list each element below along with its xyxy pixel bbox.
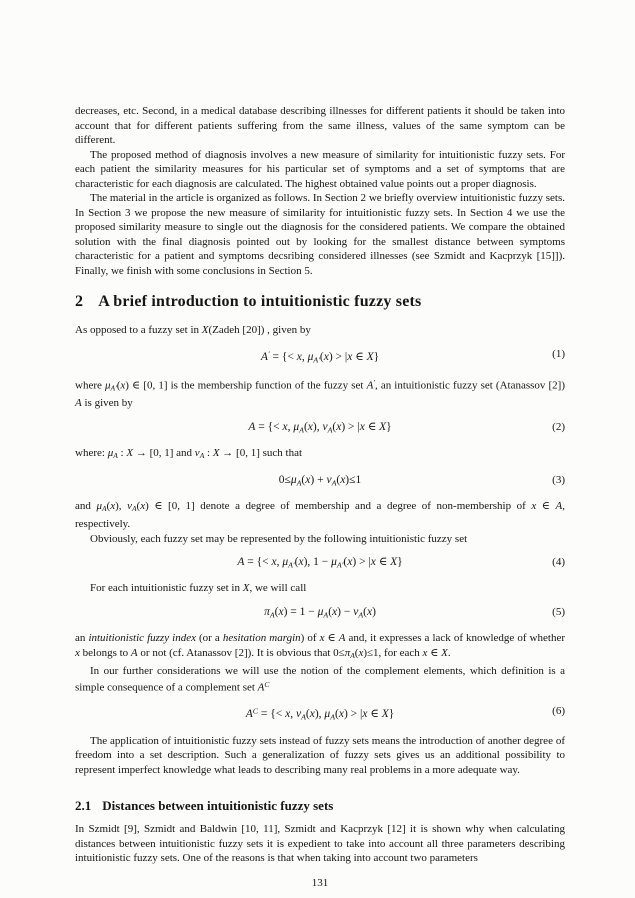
equation-5-number: (5)	[552, 605, 565, 618]
paragraph-proposed-method: The proposed method of diagnosis involves a new measure of similarity for intuitionistic fuzzy sets. For each patient the similarity measures for his particular set of symptoms and a set of symptoms that are characteristic for each diagnosis are calculated. The highest obtained value points out a proper diagnosis.	[75, 148, 565, 190]
page-number: 131	[311, 876, 329, 889]
equation-1-number: (1)	[552, 347, 565, 360]
section-heading-2	[75, 293, 565, 311]
paragraph-complement-intro: In our further considerations we will use the notion of the complement elements, which definition is a simple consequence of a complement set $A^C$	[75, 664, 565, 694]
equation-4-body: A = {< x, $\mu_{A'}(x)$, $1 - \mu_{A'}(x) > |x$ ∈ X}	[237, 556, 403, 570]
subsection-heading-2-1	[75, 798, 565, 814]
paragraph-for-each: For each intuitionistic fuzzy set in X, we will call	[90, 582, 307, 595]
paragraph-degrees: and $\mu_A(x)$, $\nu_A(x)$ ∈ [0, 1] denote a degree of membership and a degree of non-membership of x ∈ A, respectively.	[75, 500, 565, 531]
equation-3-body: $0\le\mu_A(x) + \nu_A(x)\le 1$	[278, 474, 362, 488]
paragraph-membership-function: where $\mu_{A'}(x)$ ∈ [0, 1] is the membership function of the fuzzy set A′, an intuitionistic fuzzy set (Atanassov [2]) A is given by	[75, 378, 565, 410]
paragraph-distances: In Szmidt [9], Szmidt and Baldwin [10, 11], Szmidt and Kacprzyk [12] it is shown why when calculating distances between intuitionistic fuzzy sets it is expedient to take into account all three parameters describing intuitionistic fuzzy sets. One of the reasons is that when taking into account two parameters	[75, 823, 565, 865]
paragraph-hesitation-margin: an intuitionistic fuzzy index (or a hesitation margin) of x ∈ A and, it expresses a lack of knowledge of whether x belongs to A or not (cf. Atanassov [2]). It is obvious that $0\le\pi_A(x)\le 1$, for each x ∈ X.	[75, 632, 565, 661]
equation-3	[75, 473, 565, 490]
equation-4	[75, 555, 565, 572]
equation-6	[75, 704, 565, 725]
equation-5-body: $\pi_A(x) = 1 - \mu_A(x) - \nu_A(x)$	[264, 605, 376, 620]
paragraph-obviously: Obviously, each fuzzy set may be represented by the following intuitionistic fuzzy set	[90, 532, 468, 545]
paragraph-carryover: decreases, etc. Second, in a medical database describing illnesses for different patients it should be taken into account that for different patients suffering from the same illness, values of the same symptom can be different.	[75, 105, 565, 146]
subsection-title: Distances between intuitionistic fuzzy sets	[102, 798, 334, 814]
subsection-number: 2.1	[75, 798, 92, 814]
paragraph-application: The application of intuitionistic fuzzy sets instead of fuzzy sets means the introduction of another degree of freedom into a set description. Such a generalization of fuzzy sets gives us an additional possibility to represent imperfect knowledge what leads to describing many real problems in a more adequate way.	[75, 734, 565, 776]
equation-5	[75, 605, 565, 622]
section-number: 2	[75, 293, 84, 310]
equation-2	[75, 420, 565, 437]
equation-6-number: (6)	[552, 704, 565, 717]
paragraph-article-organization: The material in the article is organized as follows. In Section 2 we briefly overview intuitionistic fuzzy sets. In Section 3 we propose the new measure of similarity for intuitionistic fuzzy sets. In Section 4 we use the proposed similarity measure to single out the diagnosis for the considered patients. We compare the obtained solution with the final diagnosis pointed out by looking for the smallest distance between symptoms characteristic for a patient and symptoms decsribing considered illnesses (see Szmidt and Kacprzyk [15]]). Finally, we finish with some conclusions in Section 5.	[75, 192, 565, 277]
equation-4-number: (4)	[552, 556, 565, 569]
equation-1-body: A′ = {< x, $\mu_{A'}(x) > |x$ ∈ X}	[260, 349, 380, 365]
equation-2-body: A = {< x, $\mu_A(x)$, $\nu_A(x) > |x$ ∈ X}	[248, 420, 392, 435]
paragraph-fuzzy-set-intro: As opposed to a fuzzy set in X(Zadeh [20]) , given by	[75, 324, 311, 336]
equation-2-number: (2)	[552, 420, 565, 433]
equation-3-number: (3)	[552, 474, 565, 487]
paragraph-where-mu-nu: where: $\mu_A$ : X → [0, 1] and $\nu_A$ : X → [0, 1] such that	[75, 447, 303, 461]
section-title: A brief introduction to intuitionistic fuzzy sets	[98, 293, 422, 310]
equation-1	[75, 347, 565, 368]
equation-6-body: $A^C$ = {< x, $\nu_A(x)$, $\mu_A(x) > |x$ ∈ X}	[245, 706, 395, 722]
